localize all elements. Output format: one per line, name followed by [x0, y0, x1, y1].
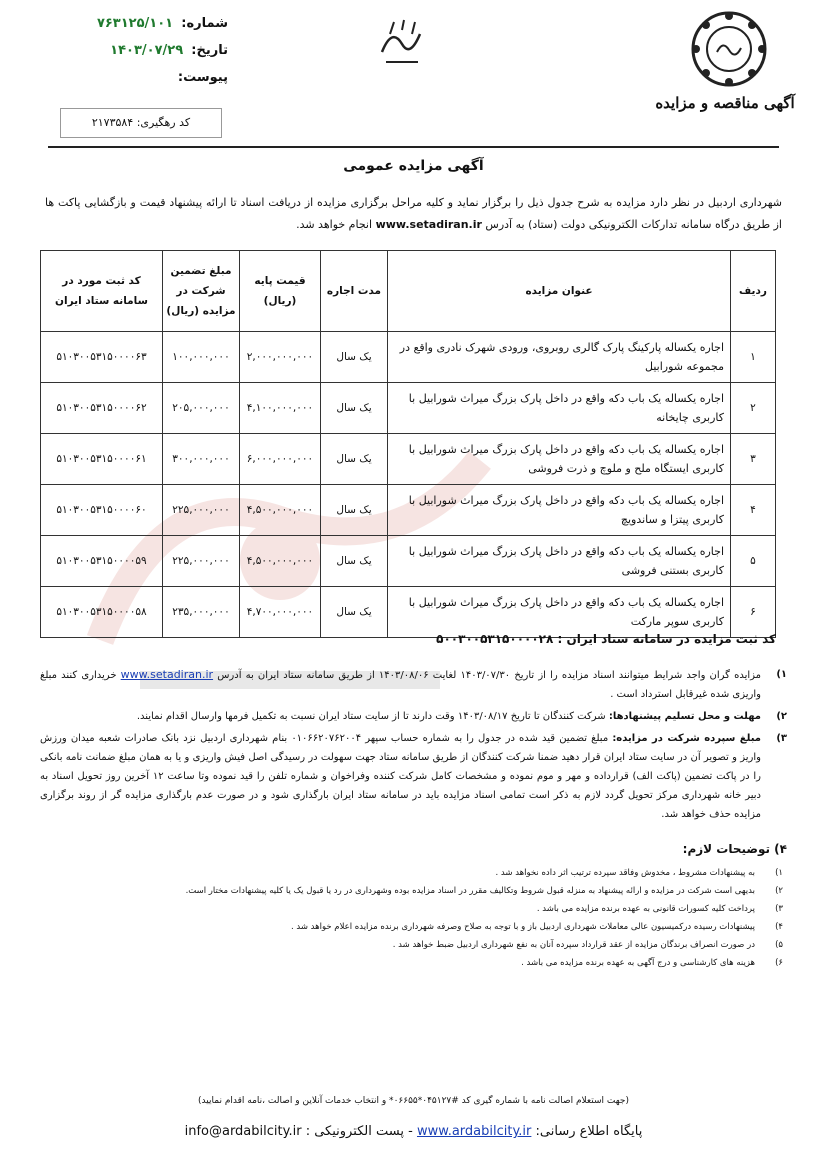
condition-number: ۱)	[776, 669, 787, 680]
table-row	[41, 434, 776, 485]
letter-date-row	[48, 37, 228, 64]
condition-heading: مبلغ سپرده شرکت در مزایده:	[612, 733, 761, 744]
cell-term: یک سال	[321, 485, 388, 536]
letter-meta	[48, 10, 228, 91]
note-text: پیشنهادات رسیده درکمیسیون عالی معاملات شهرداری اردبیل باز و با توجه به صلاح وصرفه شهرداری برنده مزایده اعلام خواهد شد .	[290, 922, 755, 932]
col-header-title: عنوان مزایده	[388, 251, 731, 332]
email-label: پست الکترونیکی :	[305, 1124, 404, 1139]
note-text: هزینه های کارشناسی و درج آگهی به عهده برنده مزایده می باشد .	[521, 958, 755, 968]
cell-base-price: ۴,۵۰۰,۰۰۰,۰۰۰	[240, 485, 321, 536]
auction-table	[40, 250, 776, 638]
col-header-setad-code: کد ثبت مورد در سامانه ستاد ایران	[41, 251, 163, 332]
condition-number: ۲)	[776, 711, 787, 722]
cell-no: ۳	[731, 434, 776, 485]
condition-item	[40, 707, 787, 726]
cell-no: ۶	[731, 587, 776, 638]
table-row	[41, 332, 776, 383]
note-item	[60, 954, 787, 972]
cell-setad-code: ۵۱۰۳۰۰۵۳۱۵۰۰۰۰۶۳	[41, 332, 163, 383]
note-number: ۲)	[775, 886, 783, 896]
cell-deposit: ۳۰۰,۰۰۰,۰۰۰	[163, 434, 240, 485]
note-item	[60, 882, 787, 900]
site-link[interactable]: www.ardabilcity.ir	[416, 1124, 532, 1139]
note-text: پرداخت کلیه کسورات قانونی به عهده برنده مزایده می باشد .	[536, 904, 755, 914]
cell-title: اجاره یکساله یک باب دکه واقع در داخل پارک بزرگ میراث شورابیل با کاربری پیتزا و ساندویچ	[388, 485, 731, 536]
condition-text: مزایده گران واجد شرایط میتوانند اسناد مزایده را از تاریخ ۱۴۰۳/۰۷/۳۰ لغایت ۱۴۰۳/۰۸/۰۶ از طریق سامانه ستاد ایران به آدرس	[217, 670, 762, 681]
col-header-base-price: قیمت پایه (ریال)	[240, 251, 321, 332]
cell-setad-code: ۵۱۰۳۰۰۵۳۱۵۰۰۰۰۵۹	[41, 536, 163, 587]
header-divider	[48, 146, 779, 148]
cell-deposit: ۲۳۵,۰۰۰,۰۰۰	[163, 587, 240, 638]
cell-no: ۵	[731, 536, 776, 587]
note-text: بدیهی است شرکت در مزایده و ارائه پیشنهاد به منزله قبول شروط وتکالیف مقرر در اسناد مزایده بوده وشهرداری در رد یا قبول یک یا کلیه پیشنهادات مختار است.	[185, 886, 755, 896]
cell-no: ۲	[731, 383, 776, 434]
note-item	[60, 864, 787, 882]
cell-title: اجاره یکساله یک باب دکه واقع در داخل پارک بزرگ میراث شورابیل با کاربری ایستگاه ملح و ملوچ و ذرت فروشی	[388, 434, 731, 485]
cell-deposit: ۱۰۰,۰۰۰,۰۰۰	[163, 332, 240, 383]
cell-base-price: ۶,۰۰۰,۰۰۰,۰۰۰	[240, 434, 321, 485]
cell-term: یک سال	[321, 434, 388, 485]
condition-text: شرکت کنندگان تا تاریخ ۱۴۰۳/۰۸/۱۷ وقت دارند تا از سایت ستاد ایران نسبت به تکمیل فرمها وارسال اقدام نمایند.	[136, 711, 606, 722]
cell-setad-code: ۵۱۰۳۰۰۵۳۱۵۰۰۰۰۶۲	[41, 383, 163, 434]
table-header-row	[41, 251, 776, 332]
cell-term: یک سال	[321, 383, 388, 434]
table-row	[41, 587, 776, 638]
cell-title: اجاره یکساله یک باب دکه واقع در داخل پارک بزرگ میراث شورابیل با کاربری چایخانه	[388, 383, 731, 434]
authenticity-note: (جهت استعلام اصالت نامه با شماره گیری کد #۰۴۵۱۲۷*۰۶۶۵۵* و انتخاب خدمات آنلاین و اصالت ،نامه اقدام نمایید)	[198, 1096, 629, 1106]
letter-date-label: تاریخ:	[191, 43, 228, 58]
cell-setad-code: ۵۱۰۳۰۰۵۳۱۵۰۰۰۰۶۱	[41, 434, 163, 485]
cell-base-price: ۴,۵۰۰,۰۰۰,۰۰۰	[240, 536, 321, 587]
cell-deposit: ۲۰۵,۰۰۰,۰۰۰	[163, 383, 240, 434]
note-number: ۶)	[775, 958, 783, 968]
site-label: پایگاه اطلاع رسانی:	[535, 1124, 643, 1139]
note-number: ۳)	[775, 904, 783, 914]
footer-contact	[40, 1124, 787, 1139]
cell-term: یک سال	[321, 536, 388, 587]
intro-site-link[interactable]: www.setadiran.ir	[375, 218, 482, 231]
letter-number-label: شماره:	[181, 16, 228, 31]
logo-caption: آگهی مناقصه و مزایده	[655, 94, 795, 112]
note-item	[60, 936, 787, 954]
cell-title: اجاره یکساله یک باب دکه واقع در داخل پارک بزرگ میراث شورابیل با کاربری بستنی فروشی	[388, 536, 731, 587]
note-number: ۱)	[775, 868, 783, 878]
cell-no: ۱	[731, 332, 776, 383]
table-row	[41, 485, 776, 536]
condition-item	[40, 665, 787, 704]
condition-heading: مهلت و محل تسلیم پیشنهادها:	[608, 711, 761, 722]
cell-deposit: ۲۲۵,۰۰۰,۰۰۰	[163, 536, 240, 587]
cell-setad-code: ۵۱۰۳۰۰۵۳۱۵۰۰۰۰۵۸	[41, 587, 163, 638]
condition-text: مبلغ تضمین قید شده در جدول را به شماره حساب سپهر ۰۱۰۶۶۲۰۷۶۲۰۰۴ بنام شهرداری اردبیل نزد بانک صادرات شعبه میدان ورزش واریز و تصویر آن در سایت ستاد ایران قرار دهید ضمنا شرکت کنندگان از طریق سامانه ستاد جهت سهولت در رسیدگی اصل فیش واریزی و یا به همان مبلغ ضمانت نامه بانکی را در پاکت تضمین (پاکت الف) قرارداده و مهر و موم نموده و مشخصات کامل شرکت کننده وفراخوان و شماره تلفن را قید نموده وتا ساعت ۱۲ آخرین روز تحویل اسناد به دبیر خانه شهرداری مرکز تحویل گردد لازم به ذکر است تمامی اسناد مزایده باید در سامانه ستاد ایران بارگذاری شود و در صورت عدم بارگذاری مزایده گر از روند برگزاری مزایده حذف خواهد شد.	[40, 733, 761, 820]
col-header-term: مدت اجاره	[321, 251, 388, 332]
notes-list	[60, 864, 787, 972]
col-header-deposit: مبلغ تضمین شرکت در مزایده (ریال)	[163, 251, 240, 332]
cell-no: ۴	[731, 485, 776, 536]
footer-separator: -	[408, 1124, 413, 1139]
intro-text-2: انجام خواهد شد.	[296, 218, 373, 231]
condition-number: ۳)	[776, 733, 787, 744]
note-number: ۴)	[775, 922, 783, 932]
cell-term: یک سال	[321, 332, 388, 383]
ardabil-municipality-logo-icon	[690, 10, 768, 88]
registration-code: ۵۰۰۳۰۰۵۳۱۵۰۰۰۰۲۸	[436, 632, 554, 646]
table-row	[41, 383, 776, 434]
cell-setad-code: ۵۱۰۳۰۰۵۳۱۵۰۰۰۰۶۰	[41, 485, 163, 536]
letter-attachment-row	[48, 64, 228, 91]
intro-paragraph	[45, 192, 782, 236]
note-item	[60, 918, 787, 936]
notes-title: ۴) توضیحات لازم:	[682, 842, 787, 856]
cell-base-price: ۴,۱۰۰,۰۰۰,۰۰۰	[240, 383, 321, 434]
note-text: در صورت انصراف برندگان مزایده از عقد قرارداد سپرده آنان به نفع شهرداری اردبیل ضبط خواهد شد .	[392, 940, 755, 950]
note-text: به پیشنهادات مشروط ، مخدوش وفاقد سپرده ترتیب اثر داده نخواهد شد .	[495, 868, 755, 878]
registration-line	[40, 632, 776, 646]
cell-deposit: ۲۲۵,۰۰۰,۰۰۰	[163, 485, 240, 536]
condition-item	[40, 729, 787, 824]
intro-text-1: شهرداری اردبیل در نظر دارد مزایده به شرح جدول ذیل را برگزار نماید و کلیه مراحل برگزاری مزایده از دریافت اسناد تا ارائه پیشنهاد قیمت و بازگشایی پاکت ها از طریق درگاه سامانه تدارکات الکترونیکی دولت (ستاد) به آدرس	[45, 196, 782, 231]
cell-base-price: ۲,۰۰۰,۰۰۰,۰۰۰	[240, 332, 321, 383]
table-row	[41, 536, 776, 587]
cell-title: اجاره یکساله پارکینگ پارک گالری روبروی، ورودی شهرک نادری واقع در مجموعه شورابیل	[388, 332, 731, 383]
note-item	[60, 900, 787, 918]
email-link[interactable]: info@ardabilcity.ir	[184, 1124, 302, 1139]
page-title: آگهی مزایده عمومی	[343, 158, 484, 174]
condition-text-2: خریداری کنند مبلغ واریزی شده غیرقابل استرداد است .	[40, 670, 761, 700]
letter-date-value: ۱۴۰۳/۰۷/۲۹	[110, 43, 184, 58]
note-number: ۵)	[775, 940, 783, 950]
letter-attachment-label: پیوست:	[177, 70, 228, 85]
registration-label: کد ثبت مزایده در سامانه ستاد ایران :	[557, 632, 776, 646]
col-header-row-no: ردیف	[731, 251, 776, 332]
letter-number-value: ۷۶۳۱۲۵/۱۰۱	[96, 16, 174, 31]
tracking-code: کد رهگیری: ۲۱۷۳۵۸۴	[60, 108, 222, 138]
cell-base-price: ۴,۷۰۰,۰۰۰,۰۰۰	[240, 587, 321, 638]
cell-title: اجاره یکساله یک باب دکه واقع در داخل پارک بزرگ میراث شورابیل با کاربری سوپر مارکت	[388, 587, 731, 638]
bismillah-emblem-icon	[372, 12, 432, 72]
setad-link[interactable]: www.setadiran.ir	[120, 668, 214, 681]
letter-number-row	[48, 10, 228, 37]
cell-term: یک سال	[321, 587, 388, 638]
conditions	[40, 665, 787, 827]
